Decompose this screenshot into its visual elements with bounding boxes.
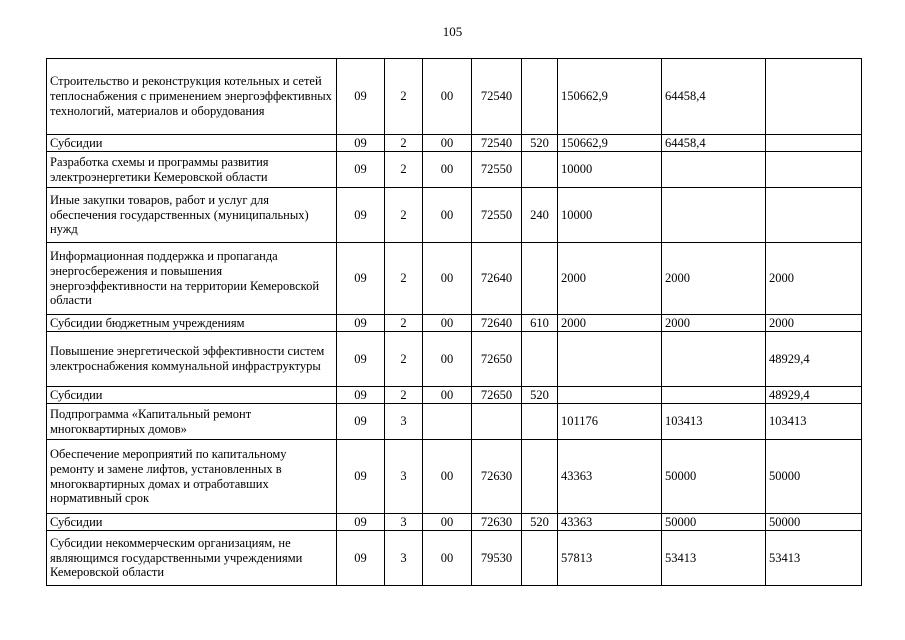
table-row (47, 332, 862, 387)
amount-year1-cell: 10000 (558, 152, 662, 188)
section-code-cell: 09 (337, 531, 385, 586)
table-row (47, 514, 862, 531)
amount-year3-cell: 53413 (766, 531, 862, 586)
program-code-cell: 00 (423, 135, 472, 152)
subsection-code-cell: 3 (385, 514, 423, 531)
section-code-cell: 09 (337, 315, 385, 332)
section-code-cell: 09 (337, 135, 385, 152)
row-name-cell: Обеспечение мероприятий по капитальному ремонту и замене лифтов, установленных в многоквартирных домах и отработавших нормативный срок (47, 440, 337, 514)
table-row (47, 315, 862, 332)
program-code-cell: 00 (423, 514, 472, 531)
program-code-cell: 00 (423, 531, 472, 586)
section-code-cell: 09 (337, 152, 385, 188)
expense-type-cell (522, 531, 558, 586)
subsection-code-cell: 2 (385, 152, 423, 188)
section-code-cell: 09 (337, 59, 385, 135)
table-row (47, 387, 862, 404)
subsection-code-cell: 3 (385, 440, 423, 514)
section-code-cell: 09 (337, 332, 385, 387)
amount-year2-cell: 2000 (662, 315, 766, 332)
amount-year3-cell: 2000 (766, 243, 862, 315)
expense-type-cell (522, 332, 558, 387)
amount-year2-cell: 103413 (662, 404, 766, 440)
target-code-cell: 72650 (472, 332, 522, 387)
row-name-cell: Повышение энергетической эффективности систем электроснабжения коммунальной инфраструктуры (47, 332, 337, 387)
amount-year3-cell (766, 59, 862, 135)
target-code-cell: 72550 (472, 188, 522, 243)
amount-year3-cell: 50000 (766, 440, 862, 514)
target-code-cell (472, 404, 522, 440)
amount-year1-cell: 57813 (558, 531, 662, 586)
subsection-code-cell: 2 (385, 387, 423, 404)
expense-type-cell (522, 59, 558, 135)
amount-year2-cell: 64458,4 (662, 135, 766, 152)
amount-year3-cell (766, 188, 862, 243)
amount-year2-cell: 53413 (662, 531, 766, 586)
expense-type-cell (522, 440, 558, 514)
amount-year1-cell: 2000 (558, 243, 662, 315)
amount-year2-cell: 2000 (662, 243, 766, 315)
row-name-cell: Субсидии (47, 135, 337, 152)
section-code-cell: 09 (337, 188, 385, 243)
table-row (47, 531, 862, 586)
amount-year3-cell: 103413 (766, 404, 862, 440)
expense-type-cell: 520 (522, 387, 558, 404)
expense-type-cell: 610 (522, 315, 558, 332)
table-row (47, 440, 862, 514)
subsection-code-cell: 2 (385, 332, 423, 387)
row-name-cell: Иные закупки товаров, работ и услуг для обеспечения государственных (муниципальных) нужд (47, 188, 337, 243)
row-name-cell: Разработка схемы и программы развития электроэнергетики Кемеровской области (47, 152, 337, 188)
program-code-cell: 00 (423, 188, 472, 243)
amount-year2-cell: 50000 (662, 440, 766, 514)
program-code-cell: 00 (423, 243, 472, 315)
row-name-cell: Субсидии (47, 387, 337, 404)
target-code-cell: 72630 (472, 440, 522, 514)
program-code-cell: 00 (423, 440, 472, 514)
section-code-cell: 09 (337, 440, 385, 514)
target-code-cell: 72540 (472, 135, 522, 152)
amount-year2-cell: 50000 (662, 514, 766, 531)
amount-year1-cell: 150662,9 (558, 59, 662, 135)
subsection-code-cell: 2 (385, 59, 423, 135)
amount-year2-cell: 64458,4 (662, 59, 766, 135)
row-name-cell: Субсидии бюджетным учреждениям (47, 315, 337, 332)
section-code-cell: 09 (337, 387, 385, 404)
row-name-cell: Строительство и реконструкция котельных и сетей теплоснабжения с применением энергоэффективных технологий, материалов и оборудования (47, 59, 337, 135)
row-name-cell: Субсидии некоммерческим организациям, не являющимся государственными учреждениями Кемеровской области (47, 531, 337, 586)
program-code-cell: 00 (423, 59, 472, 135)
table-row (47, 135, 862, 152)
amount-year1-cell (558, 332, 662, 387)
amount-year3-cell: 48929,4 (766, 387, 862, 404)
section-code-cell: 09 (337, 514, 385, 531)
amount-year1-cell: 43363 (558, 514, 662, 531)
amount-year3-cell (766, 152, 862, 188)
amount-year3-cell: 50000 (766, 514, 862, 531)
subsection-code-cell: 2 (385, 135, 423, 152)
target-code-cell: 72630 (472, 514, 522, 531)
expense-type-cell: 520 (522, 135, 558, 152)
row-name-cell: Субсидии (47, 514, 337, 531)
program-code-cell: 00 (423, 387, 472, 404)
row-name-cell: Информационная поддержка и пропаганда энергосбережения и повышения энергоэффективности на территории Кемеровской области (47, 243, 337, 315)
expense-type-cell (522, 404, 558, 440)
table-body (47, 59, 862, 586)
amount-year1-cell: 10000 (558, 188, 662, 243)
amount-year1-cell: 150662,9 (558, 135, 662, 152)
amount-year3-cell (766, 135, 862, 152)
amount-year1-cell (558, 387, 662, 404)
amount-year3-cell: 48929,4 (766, 332, 862, 387)
amount-year1-cell: 2000 (558, 315, 662, 332)
amount-year2-cell (662, 332, 766, 387)
target-code-cell: 72640 (472, 243, 522, 315)
expense-type-cell: 240 (522, 188, 558, 243)
section-code-cell: 09 (337, 404, 385, 440)
target-code-cell: 72640 (472, 315, 522, 332)
table-row (47, 59, 862, 135)
subsection-code-cell: 2 (385, 243, 423, 315)
budget-table (46, 58, 862, 586)
target-code-cell: 72540 (472, 59, 522, 135)
target-code-cell: 72550 (472, 152, 522, 188)
program-code-cell: 00 (423, 332, 472, 387)
expense-type-cell (522, 243, 558, 315)
target-code-cell: 72650 (472, 387, 522, 404)
program-code-cell (423, 404, 472, 440)
subsection-code-cell: 2 (385, 188, 423, 243)
expense-type-cell (522, 152, 558, 188)
table-row (47, 404, 862, 440)
program-code-cell: 00 (423, 152, 472, 188)
amount-year2-cell (662, 387, 766, 404)
row-name-cell: Подпрограмма «Капитальный ремонт многоквартирных домов» (47, 404, 337, 440)
table-row (47, 152, 862, 188)
subsection-code-cell: 2 (385, 315, 423, 332)
amount-year1-cell: 43363 (558, 440, 662, 514)
target-code-cell: 79530 (472, 531, 522, 586)
amount-year2-cell (662, 188, 766, 243)
amount-year3-cell: 2000 (766, 315, 862, 332)
subsection-code-cell: 3 (385, 531, 423, 586)
program-code-cell: 00 (423, 315, 472, 332)
expense-type-cell: 520 (522, 514, 558, 531)
table-row (47, 243, 862, 315)
subsection-code-cell: 3 (385, 404, 423, 440)
table-row (47, 188, 862, 243)
page-number: 105 (442, 24, 463, 39)
amount-year2-cell (662, 152, 766, 188)
amount-year1-cell: 101176 (558, 404, 662, 440)
section-code-cell: 09 (337, 243, 385, 315)
